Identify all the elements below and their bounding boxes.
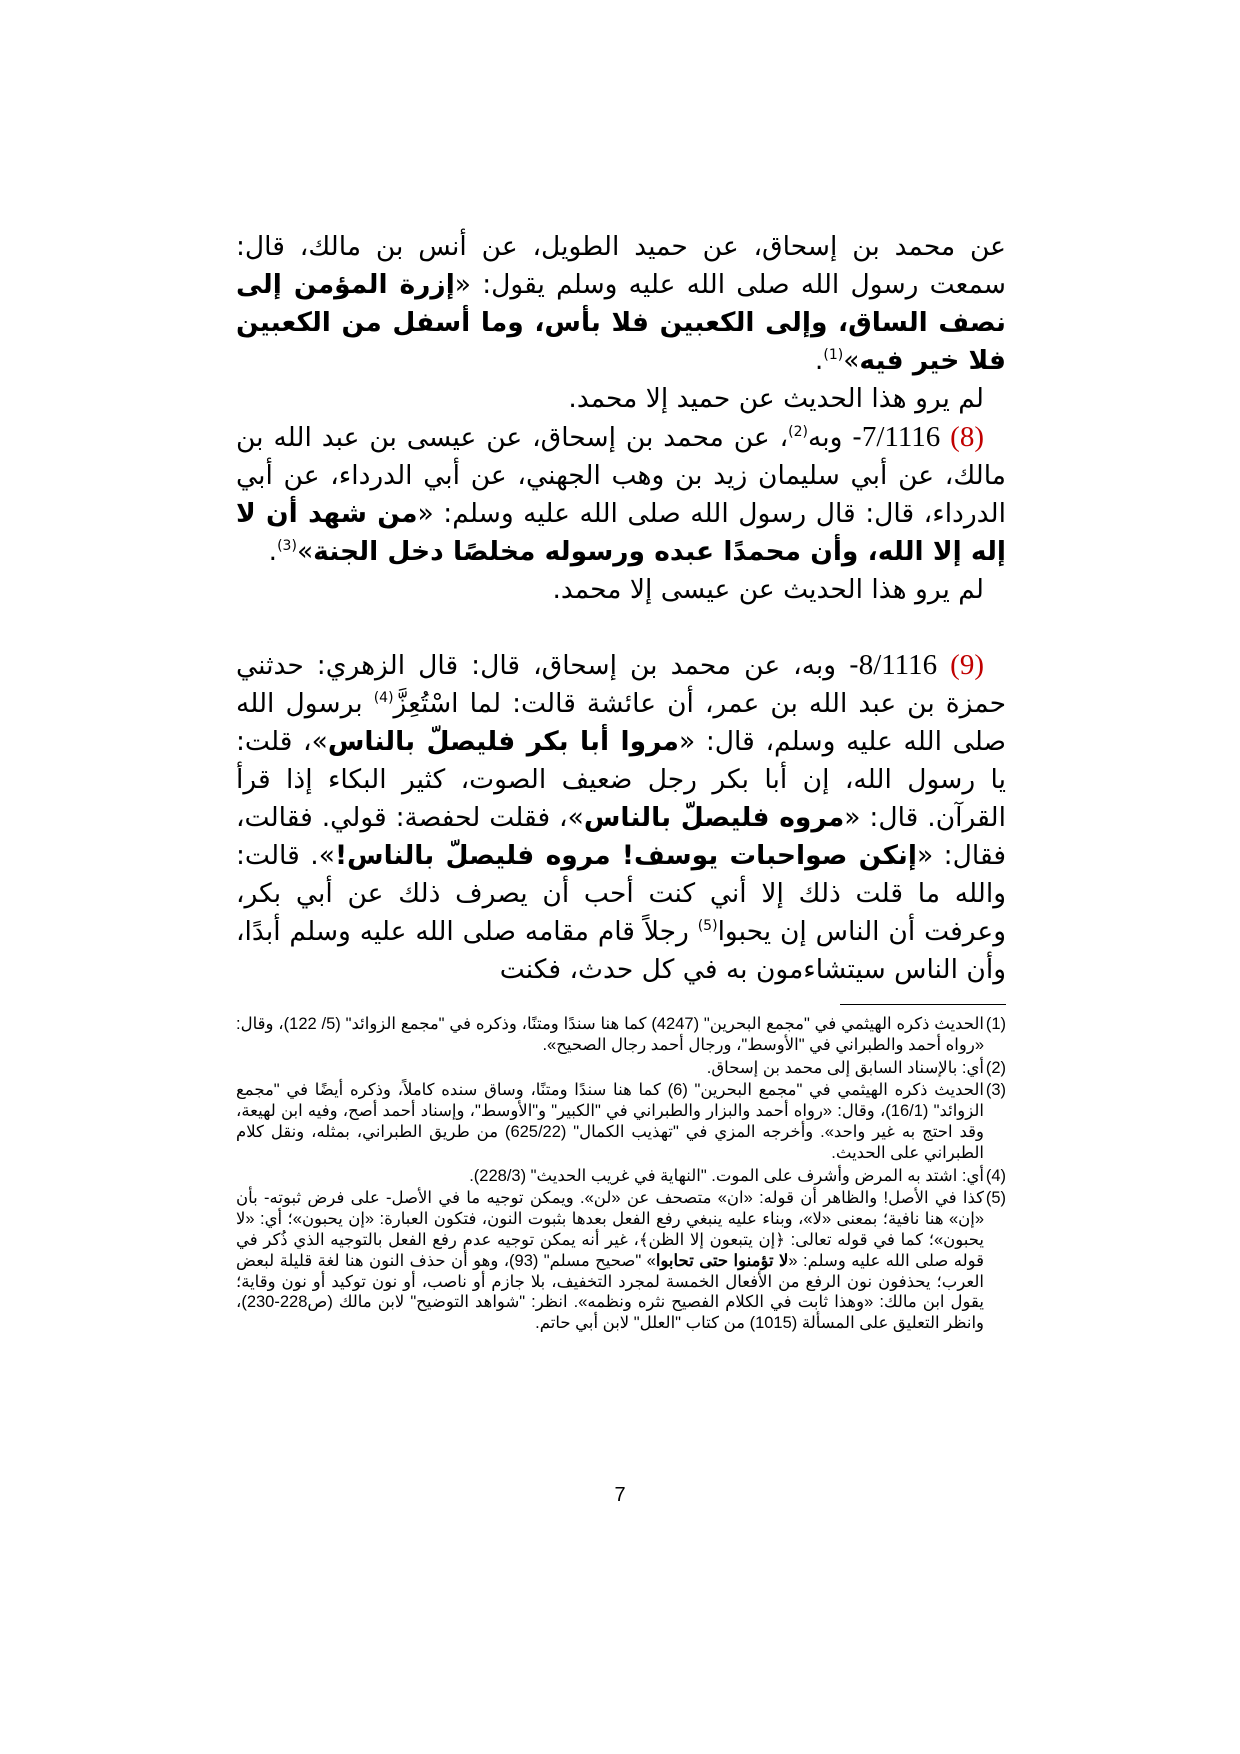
text-run: ، عن محمد بن إسحاق، عن عيسى بن عبد الله بن مالك، عن أبي سليمان زيد بن وهب الجهني، عن أبي الدرداء، عن أبي الدرداء، قال: قال رسول الله صلى الله عليه وسلم: « — [236, 422, 1006, 529]
text-run: برسول الله صلى الله عليه وسلم، قال: « — [236, 688, 1006, 757]
footnote-number: (1) — [985, 1015, 1006, 1033]
footnote-text: » "صحيح مسلم" (93)، وهو أن حذف النون هنا لغة قليلة لبعض العرب؛ يحذفون نون الرفع من الأفعال الخمسة لمجرد التخفيف، بلا جازم أو ناصب، أو نون توكيد أو نون وقاية؛ يقول ابن مالك: «وهذا ثابت في الكلام الفصيح نثره ونظمه». انظر: "شواهد التوضيح" لابن مالك (ص228-230)، وانظر التعليق على المسألة (1015) من كتاب "العلل" لابن أبي حاتم. — [236, 1251, 984, 1333]
text-run: عن محمد بن إسحاق، عن حميد الطويل، عن أنس بن مالك، قال: سمعت رسول الله صلى الله عليه وسلم يقول: « — [236, 231, 1006, 300]
paragraph-hadith-8 — [236, 418, 1006, 571]
footnote-ref-5[interactable]: (5) — [697, 918, 718, 935]
text-run: . — [268, 536, 278, 567]
text-run: » — [843, 345, 860, 376]
footnote-5 — [236, 1188, 1006, 1334]
footnote-3 — [236, 1080, 1006, 1163]
footnote-1 — [236, 1014, 1006, 1056]
paragraph-note: لم يرو هذا الحديث عن حميد إلا محمد. — [568, 383, 984, 414]
hadith-number: (8) — [950, 421, 984, 453]
page-number: 7 — [614, 1484, 626, 1506]
footnote-ref-3[interactable]: (3) — [277, 538, 297, 555]
text-run: . — [814, 345, 824, 376]
footnote-separator — [840, 1004, 1006, 1005]
footnote-ref-2[interactable]: (2) — [788, 424, 808, 441]
text-run: »، فقلت لحفصة: قولي. فقالت، فقال: « — [236, 802, 1007, 871]
footnote-text: أي: اشتد به المرض وأشرف على الموت. "النهاية في غريب الحديث" (228/3). — [469, 1166, 984, 1185]
text-run: ». قالت: والله ما قلت ذلك إلا أني كنت أحب أن يصرف ذلك عن أبي بكر، وعرفت أن الناس إن يحبوا — [236, 840, 1006, 947]
hadith-text: مروه فليصلّ بالناس — [583, 802, 845, 833]
main-text — [236, 228, 1006, 989]
hadith-text: إزرة المؤمن إلى نصف الساق، وإلى الكعبين فلا بأس، وما أسفل من الكعبين فلا خير فيه — [236, 269, 1006, 376]
text-run: - وبه، عن محمد بن إسحاق، قال: قال الزهري: حدثني حمزة بن عبد الله بن عمر، أن عائشة قالت: لما اسْتُعِزَّ — [236, 650, 1006, 719]
paragraph-hadith-9 — [236, 646, 1006, 989]
footnote-text: الحديث ذكره الهيثمي في "مجمع البحرين" (4247) كما هنا سندًا ومتنًا، وذكره في "مجمع الزوائد" (5/ 122)، وقال: «رواه أحمد والطبراني في "الأوسط"، ورجال أحمد رجال الصحيح». — [236, 1015, 984, 1054]
footnote-ref-1[interactable]: (1) — [823, 347, 844, 364]
footnote-text: أي: بالإسناد السابق إلى محمد بن إسحاق. — [706, 1058, 984, 1077]
footnote-number: (4) — [985, 1166, 1006, 1185]
hadith-text: مروا أبا بكر فليصلّ بالناس — [327, 726, 679, 757]
footnote-number: (3) — [985, 1081, 1006, 1100]
footnote-number: (5) — [985, 1189, 1006, 1208]
hadith-text: من شهد أن لا إله إلا الله، وأن محمدًا عبده ورسوله مخلصًا دخل الجنة — [236, 498, 1006, 567]
footnote-number: (2) — [985, 1058, 1006, 1077]
footnote-hadith-text: لا تؤمنوا حتى تحابوا — [655, 1251, 789, 1270]
hadith-ref: 8/1116 — [858, 649, 938, 681]
text-run: » — [296, 536, 314, 567]
paragraph-hadith-7-end — [236, 228, 1006, 380]
text-run: رجلاً قام مقامه صلى الله عليه وسلم أبدًا، وأن الناس سيتشاءمون به في كل حدث، فكنت — [236, 916, 1006, 985]
hadith-number: (9) — [950, 649, 984, 681]
paragraph-note: لم يرو هذا الحديث عن عيسى إلا محمد. — [552, 574, 984, 605]
footnote-ref-4[interactable]: (4) — [373, 690, 394, 707]
text-run: »، قلت: يا رسول الله، إن أبا بكر رجل ضعيف الصوت، كثير البكاء إذا قرأ القرآن. قال: « — [236, 726, 1006, 833]
text-run: - وبه — [808, 422, 862, 453]
footnote-text: الحديث ذكره الهيثمي في "مجمع البحرين" (6) كما هنا سندًا ومتنًا، وساق سنده كاملاً، وذكره أيضًا في "مجمع الزوائد" (16/1)، وقال: «رواه أحمد والبزار والطبراني في "الكبير" و"الأوسط"، وإسناد أحمد أصح، وفيه ابن لهيعة، وقد احتج به غير واحد». وأخرجه المزي في "تهذيب الكمال" (625/22) من طريق الطبراني، بمثله، ونقل كلام الطبراني على الحديث. — [236, 1081, 984, 1162]
footnote-text: كذا في الأصل! والظاهر أن قوله: «ان» متصحف عن «لن». ويمكن توجيه ما في الأصل- على فرض ثبوته- بأن «إن» هنا نافية؛ بمعنى «لا»، وبناء عليه ينبغي رفع الفعل بعدها بثبوت النون، فتكون العبارة: «إن يحبون»؛ أي: «لا يحبون»؛ كما في قوله تعالى: ﴿إن يتبعون إلا الظن﴾، غير أنه يمكن توجيه عدم رفع الفعل بالتوجيه الذي ذُكر في قوله صلى الله عليه وسلم: « — [236, 1189, 985, 1270]
footnote-2 — [236, 1058, 1006, 1079]
footnote-4 — [236, 1166, 1006, 1187]
hadith-text: إنكن صواحبات يوسف! مروه فليصلّ بالناس! — [334, 840, 917, 871]
footnotes — [236, 1014, 1006, 1336]
hadith-ref: 7/1116 — [861, 421, 941, 453]
spacer — [236, 609, 1006, 646]
